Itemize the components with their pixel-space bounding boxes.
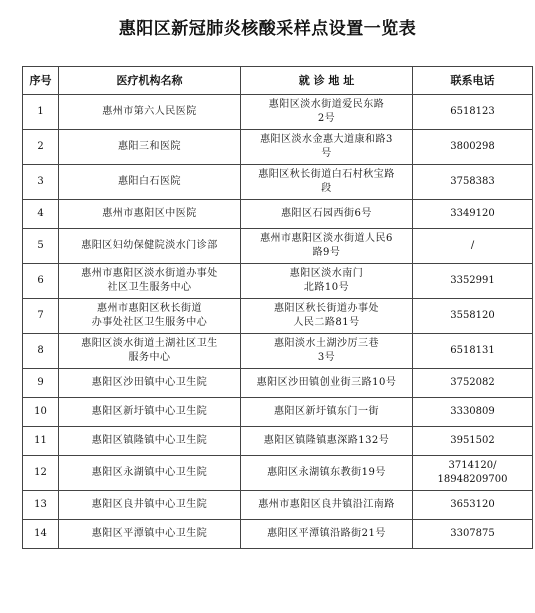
institution-name-cell <box>59 369 241 398</box>
table-body <box>23 95 533 549</box>
institution-name-cell <box>59 165 241 200</box>
phone-cell <box>413 520 533 549</box>
address-line: 号 <box>321 148 332 159</box>
address-cell <box>241 456 413 491</box>
address-line: 惠州市惠阳区淡水街道人民6 <box>260 233 393 244</box>
institution-name-cell <box>59 456 241 491</box>
header-institution-name: 医疗机构名称 <box>59 67 241 95</box>
address-line: 惠阳区新圩镇东门一街 <box>274 406 379 417</box>
address-line: 段 <box>321 183 332 194</box>
phone-cell <box>413 369 533 398</box>
address-line: 惠阳区秋长街道办事处 <box>274 303 379 314</box>
institution-name-cell <box>59 520 241 549</box>
page-title: 惠阳区新冠肺炎核酸采样点设置一览表 <box>118 19 417 39</box>
row-index: 13 <box>23 491 59 520</box>
address-cell <box>241 334 413 369</box>
address-line: 惠阳区淡水金惠大道康和路3 <box>260 134 393 145</box>
table-row <box>23 398 533 427</box>
address-cell <box>241 165 413 200</box>
header-address: 就 诊 地 址 <box>241 67 413 95</box>
table-row <box>23 200 533 229</box>
phone-cell <box>413 456 533 491</box>
phone-cell <box>413 427 533 456</box>
sampling-sites-table <box>22 66 533 549</box>
address-line: 惠阳淡水土湖沙厉三巷 <box>274 338 379 349</box>
row-index: 1 <box>23 95 59 130</box>
phone-cell <box>413 165 533 200</box>
address-line: 北路10号 <box>303 282 350 293</box>
address-cell <box>241 95 413 130</box>
phone-line: 3352991 <box>450 275 495 286</box>
phone-cell <box>413 200 533 229</box>
row-index: 9 <box>23 369 59 398</box>
address-line: 惠阳区平潭镇沿路街21号 <box>267 528 386 539</box>
table-row <box>23 369 533 398</box>
phone-line: 18948209700 <box>437 474 508 485</box>
institution-name-cell <box>59 264 241 299</box>
phone-cell <box>413 398 533 427</box>
table-row <box>23 491 533 520</box>
institution-name-line: 惠阳三和医院 <box>118 141 181 152</box>
address-cell <box>241 398 413 427</box>
institution-name-line: 惠州市第六人民医院 <box>102 106 197 117</box>
institution-name-cell <box>59 299 241 334</box>
row-index: 4 <box>23 200 59 229</box>
phone-cell <box>413 334 533 369</box>
row-index: 5 <box>23 229 59 264</box>
phone-cell <box>413 95 533 130</box>
address-line: 人民二路81号 <box>293 317 360 328</box>
institution-name-line: 社区卫生服务中心 <box>107 282 192 293</box>
institution-name-line: 惠阳区妇幼保健院淡水门诊部 <box>81 240 218 251</box>
phone-line: 3349120 <box>450 208 495 219</box>
row-index: 8 <box>23 334 59 369</box>
table-row <box>23 229 533 264</box>
row-index: 10 <box>23 398 59 427</box>
address-cell <box>241 520 413 549</box>
phone-cell <box>413 491 533 520</box>
institution-name-line: 惠阳区沙田镇中心卫生院 <box>91 377 208 388</box>
row-index: 7 <box>23 299 59 334</box>
institution-name-cell <box>59 95 241 130</box>
institution-name-cell <box>59 427 241 456</box>
address-line: 惠阳区淡水南门 <box>289 268 364 279</box>
address-cell <box>241 264 413 299</box>
row-index: 6 <box>23 264 59 299</box>
phone-line: 3951502 <box>450 435 495 446</box>
address-line: 惠阳区石园西街6号 <box>281 208 372 219</box>
institution-name-line: 惠阳区淡水街道土湖社区卫生 <box>81 338 218 349</box>
institution-name-cell <box>59 200 241 229</box>
institution-name-line: 惠阳区永湖镇中心卫生院 <box>91 467 208 478</box>
institution-name-line: 惠阳区平潭镇中心卫生院 <box>91 528 208 539</box>
address-line: 惠阳区镇隆镇惠深路132号 <box>263 435 390 446</box>
institution-name-line: 服务中心 <box>128 352 171 363</box>
institution-name-cell <box>59 398 241 427</box>
institution-name-line: 惠州市惠阳区淡水街道办事处 <box>81 268 218 279</box>
row-index: 2 <box>23 130 59 165</box>
header-phone: 联系电话 <box>413 67 533 95</box>
phone-line: 3758383 <box>450 176 495 187</box>
institution-name-line: 惠阳白石医院 <box>118 176 181 187</box>
header-index: 序号 <box>23 67 59 95</box>
address-line: 路9号 <box>312 247 341 258</box>
institution-name-line: 惠阳区镇隆镇中心卫生院 <box>91 435 208 446</box>
phone-line: 6518123 <box>450 106 495 117</box>
phone-line: 3800298 <box>450 141 495 152</box>
phone-line: 3330809 <box>450 406 495 417</box>
row-index: 11 <box>23 427 59 456</box>
row-index: 14 <box>23 520 59 549</box>
address-cell <box>241 229 413 264</box>
phone-line: 3558120 <box>450 310 495 321</box>
address-line: 惠州市惠阳区良井镇沿江南路 <box>258 499 395 510</box>
table-row <box>23 427 533 456</box>
address-cell <box>241 427 413 456</box>
phone-line: 3307875 <box>450 528 495 539</box>
table-row <box>23 334 533 369</box>
institution-name-line: 惠阳区新圩镇中心卫生院 <box>91 406 208 417</box>
address-cell <box>241 369 413 398</box>
table-header-row <box>23 67 533 95</box>
table-row <box>23 130 533 165</box>
table-row <box>23 264 533 299</box>
institution-name-cell <box>59 130 241 165</box>
table-row <box>23 520 533 549</box>
phone-cell <box>413 130 533 165</box>
phone-line: / <box>470 240 475 251</box>
address-line: 3号 <box>317 352 336 363</box>
table-row <box>23 165 533 200</box>
phone-cell <box>413 229 533 264</box>
table-row <box>23 95 533 130</box>
institution-name-cell <box>59 229 241 264</box>
phone-line: 6518131 <box>450 345 495 356</box>
address-line: 惠阳区淡水街道爱民东路 <box>268 99 385 110</box>
phone-line: 3714120/ <box>448 460 497 471</box>
phone-line: 3752082 <box>450 377 495 388</box>
institution-name-cell <box>59 491 241 520</box>
row-index: 12 <box>23 456 59 491</box>
address-cell <box>241 491 413 520</box>
address-cell <box>241 130 413 165</box>
phone-line: 3653120 <box>450 499 495 510</box>
address-line: 2号 <box>317 113 336 124</box>
phone-cell <box>413 264 533 299</box>
institution-name-line: 惠州市惠阳区中医院 <box>102 208 197 219</box>
row-index: 3 <box>23 165 59 200</box>
table-row <box>23 456 533 491</box>
institution-name-cell <box>59 334 241 369</box>
phone-cell <box>413 299 533 334</box>
address-line: 惠阳区永湖镇东教街19号 <box>267 467 386 478</box>
institution-name-line: 办事处社区卫生服务中心 <box>91 317 208 328</box>
institution-name-line: 惠州市惠阳区秋长街道 <box>97 303 202 314</box>
address-cell <box>241 299 413 334</box>
address-line: 惠阳区沙田镇创业街三路10号 <box>256 377 397 388</box>
address-line: 惠阳区秋长街道白石村秋宝路 <box>258 169 395 180</box>
table-row <box>23 299 533 334</box>
address-cell <box>241 200 413 229</box>
institution-name-line: 惠阳区良井镇中心卫生院 <box>91 499 208 510</box>
